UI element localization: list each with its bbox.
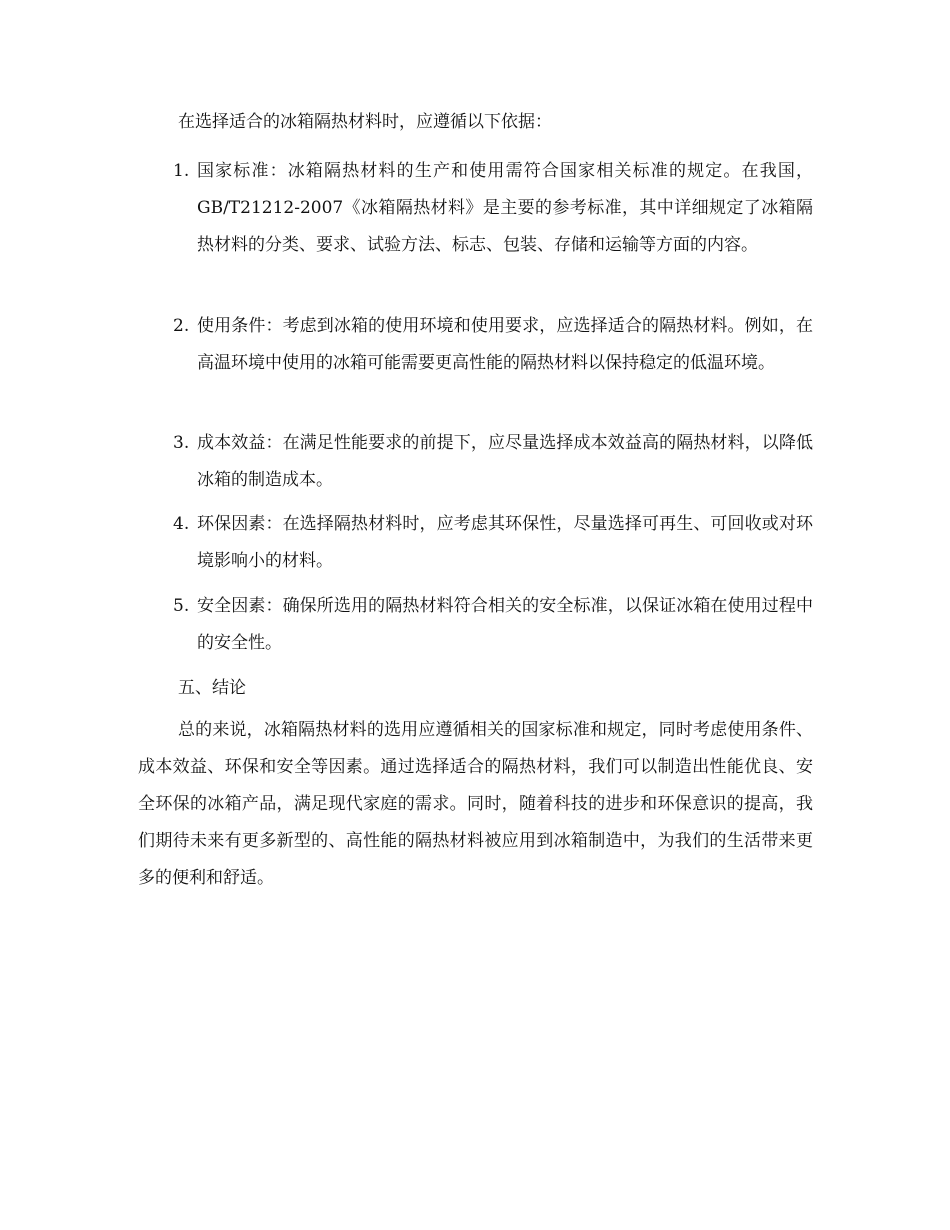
list-item-text: 环保因素：在选择隔热材料时，应考虑其环保性，尽量选择可再生、可回收或对环境影响小的材料。: [197, 514, 813, 571]
section-heading: 五、结论: [178, 678, 246, 698]
list-item-number: 4.: [173, 514, 190, 534]
list-item-text: 安全因素：确保所选用的隔热材料符合相关的安全标准，以保证冰箱在使用过程中的安全性。: [197, 596, 813, 653]
conclusion-paragraph: 总的来说，冰箱隔热材料的选用应遵循相关的国家标准和规定，同时考虑使用条件、成本效益、环保和安全等因素。通过选择适合的隔热材料，我们可以制造出性能优良、安全环保的冰箱产品，满足现代家庭的需求。同时，随着科技的进步和环保意识的提高，我们期待未来有更多新型的、高性能的隔热材料被应用到冰箱制造中，为我们的生活带来更多的便利和舒适。: [138, 720, 813, 888]
list-item-text: 使用条件：考虑到冰箱的使用环境和使用要求，应选择适合的隔热材料。例如，在高温环境中使用的冰箱可能需要更高性能的隔热材料以保持稳定的低温环境。: [197, 316, 813, 373]
list-item-number: 2.: [173, 316, 190, 336]
list-item-number: 5.: [173, 596, 190, 616]
list-item-number: 3.: [173, 433, 190, 453]
intro-paragraph: 在选择适合的冰箱隔热材料时，应遵循以下依据：: [178, 112, 552, 132]
list-item-number: 1.: [173, 161, 190, 181]
list-item-text: 国家标准：冰箱隔热材料的生产和使用需符合国家相关标准的规定。在我国，GB/T21212-2007《冰箱隔热材料》是主要的参考标准，其中详细规定了冰箱隔热材料的分类、要求、试验方法、标志、包装、存储和运输等方面的内容。: [197, 161, 813, 255]
list-item-text: 成本效益：在满足性能要求的前提下，应尽量选择成本效益高的隔热材料，以降低冰箱的制造成本。: [197, 433, 813, 490]
